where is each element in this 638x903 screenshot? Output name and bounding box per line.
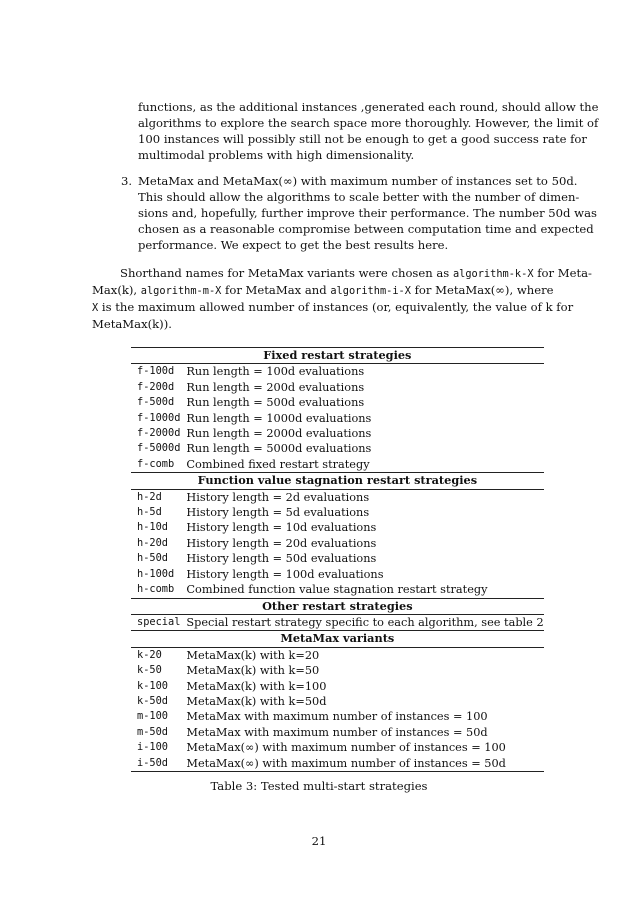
- table-row: [131, 457, 544, 473]
- table-row: [131, 740, 544, 755]
- strategy-code: h-10d: [137, 521, 168, 534]
- table-section-heading-row: [131, 631, 544, 647]
- strategy-description: History length = 10d evaluations: [186, 521, 377, 535]
- code-term: algorithm-k-X: [452, 268, 534, 280]
- text-run: for MetaMax and: [221, 282, 331, 297]
- strategy-code: special: [137, 615, 181, 628]
- strategy-description: MetaMax(∞) with maximum number of instances = 50d: [180, 756, 543, 772]
- code-term: X: [92, 301, 99, 314]
- table-row: [131, 441, 544, 456]
- strategy-description: MetaMax(k) with k=50d: [186, 694, 327, 708]
- strategy-code: f-500d: [137, 396, 175, 409]
- strategy-description: MetaMax(k) with k=50: [186, 664, 320, 678]
- strategy-code: f-100d: [137, 365, 175, 378]
- strategy-description: MetaMax(k) with k=100: [186, 679, 327, 693]
- section-heading: MetaMax variants: [131, 631, 544, 647]
- list-item-number: 3.: [121, 174, 133, 188]
- strategy-description: MetaMax(k) with k=20: [186, 648, 320, 662]
- strategy-code: h-100d: [137, 567, 175, 580]
- text-line: algorithms to explore the search space more thoroughly. However, the limit of: [138, 115, 599, 130]
- table-row: [131, 489, 544, 505]
- strategy-code: k-20: [137, 648, 162, 661]
- table-row: [131, 756, 544, 772]
- strategy-description: Run length = 5000d evaluations: [186, 442, 372, 456]
- strategy-code: m-50d: [137, 725, 168, 738]
- table-row: [131, 380, 544, 395]
- table-section-heading-row: [131, 598, 544, 614]
- text-run: Max(k),: [92, 282, 141, 297]
- list-item-2-continuation: [138, 100, 599, 164]
- text-line: MetaMax(k)).: [92, 316, 172, 331]
- strategy-description: Combined function value stagnation restart strategy: [186, 583, 488, 597]
- strategy-description: Special restart strategy specific to each algorithm, see table 2: [186, 615, 544, 629]
- text-line: sions and, hopefully, further improve their performance. The number 50d was: [138, 205, 597, 220]
- strategy-description: History length = 50d evaluations: [186, 552, 377, 566]
- table-row: [131, 426, 544, 441]
- table-row: [131, 536, 544, 551]
- strategy-description: History length = 2d evaluations: [186, 490, 370, 504]
- table-row: [131, 694, 544, 709]
- table-row: [131, 725, 544, 740]
- strategy-description: MetaMax with maximum number of instances = 100: [186, 710, 488, 724]
- table-row: [131, 709, 544, 724]
- table-section-heading-row: [131, 473, 544, 489]
- strategy-code: h-5d: [137, 506, 162, 519]
- strategy-code: f-2000d: [137, 427, 181, 440]
- strategy-code: h-50d: [137, 552, 168, 565]
- strategy-description: Run length = 2000d evaluations: [186, 427, 372, 441]
- text-run: for Meta-: [533, 266, 592, 280]
- shorthand-paragraph: [92, 266, 592, 333]
- text-line: multimodal problems with high dimensionality.: [138, 147, 415, 162]
- table-row: [131, 663, 544, 678]
- strategy-description: History length = 100d evaluations: [186, 567, 384, 581]
- strategy-code: i-100: [137, 741, 168, 754]
- section-heading: Fixed restart strategies: [131, 348, 544, 364]
- table-row: [131, 364, 544, 380]
- code-term: algorithm-m-X: [140, 284, 222, 297]
- strategy-description: MetaMax with maximum number of instances = 50d: [186, 725, 488, 739]
- text-line: chosen as a reasonable compromise between computation time and expected: [138, 221, 594, 236]
- strategy-code: k-100: [137, 679, 168, 692]
- strategy-description: Run length = 200d evaluations: [186, 380, 365, 394]
- section-heading: Function value stagnation restart strategies: [131, 473, 544, 489]
- strategy-code: k-50d: [137, 694, 168, 707]
- table-caption: Table 3: Tested multi-start strategies: [210, 779, 428, 793]
- text-line: MetaMax and MetaMax(∞) with maximum number of instances set to 50d.: [138, 174, 578, 188]
- text-line: 100 instances will possibly still not be enough to get a good success rate for: [138, 131, 587, 146]
- text-line: This should allow the algorithms to scale better with the number of dimen-: [138, 189, 580, 204]
- table-row: [131, 395, 544, 410]
- text-line: functions, as the additional instances ,generated each round, should allow the: [138, 100, 599, 114]
- page-number: 21: [311, 834, 327, 848]
- table-row: [131, 582, 544, 598]
- strategy-code: k-50: [137, 664, 162, 677]
- strategy-code: m-100: [137, 710, 168, 723]
- table-row: [131, 505, 544, 520]
- strategy-code: f-200d: [137, 380, 175, 393]
- strategy-code: i-50d: [131, 756, 180, 772]
- code-term: algorithm-i-X: [330, 284, 411, 297]
- strategy-code: f-1000d: [137, 411, 181, 424]
- table-row: [131, 679, 544, 694]
- table-row: [131, 647, 544, 663]
- table-section-heading-row: [131, 348, 544, 364]
- text-run: is the maximum allowed number of instances (or, equivalently, the value of k for: [98, 299, 574, 314]
- strategy-code: f-comb: [137, 457, 175, 470]
- table-row: [131, 614, 544, 630]
- strategy-description: Combined fixed restart strategy: [186, 457, 370, 471]
- text-run: for MetaMax(∞), where: [410, 282, 554, 297]
- text-line: performance. We expect to get the best results here.: [138, 237, 449, 252]
- text-line: [92, 283, 566, 300]
- table-row: [131, 551, 544, 566]
- strategy-code: h-2d: [137, 490, 162, 503]
- strategy-description: Run length = 100d evaluations: [186, 365, 365, 379]
- strategy-code: h-20d: [137, 536, 168, 549]
- strategies-table: [131, 347, 544, 772]
- strategy-description: History length = 5d evaluations: [186, 506, 370, 520]
- table-row: [131, 520, 544, 535]
- strategy-code: f-5000d: [137, 442, 181, 455]
- text-line: [92, 266, 592, 283]
- list-item-3: [138, 174, 597, 254]
- section-heading: Other restart strategies: [131, 598, 544, 614]
- text-line: [92, 299, 574, 317]
- text-run: Shorthand names for MetaMax variants were chosen as: [120, 266, 453, 280]
- strategy-description: History length = 20d evaluations: [186, 536, 377, 550]
- strategy-description: Run length = 500d evaluations: [186, 396, 365, 410]
- strategy-code: h-comb: [137, 583, 175, 596]
- table-row: [131, 411, 544, 426]
- table-row: [131, 567, 544, 582]
- strategy-description: Run length = 1000d evaluations: [186, 411, 372, 425]
- strategy-description: MetaMax(∞) with maximum number of instances = 100: [186, 741, 506, 755]
